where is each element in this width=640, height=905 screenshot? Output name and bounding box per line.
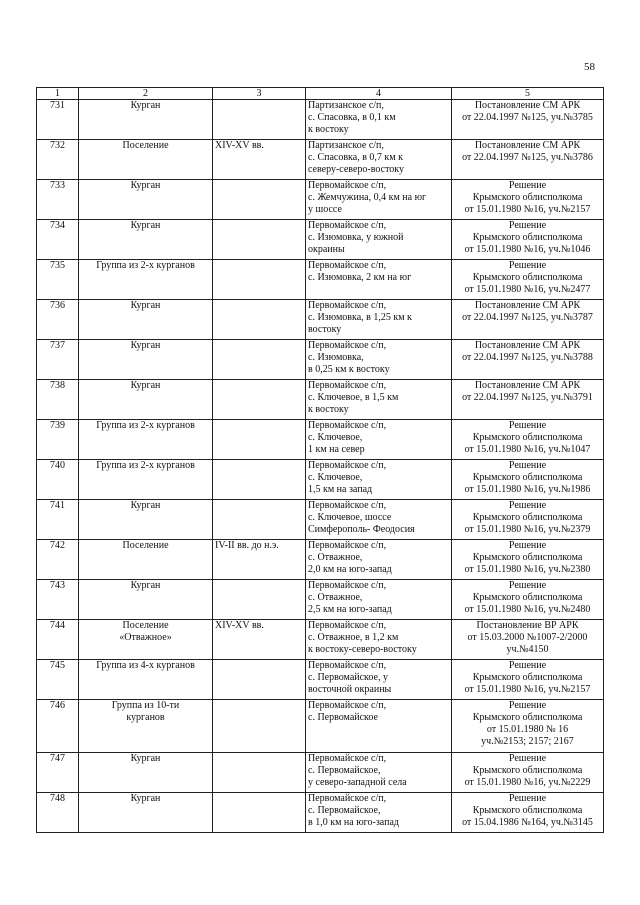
row-number: 731 — [37, 100, 79, 140]
protection-document-line: Решение — [508, 540, 547, 551]
object-location-line: к востоку — [308, 404, 349, 415]
protection-document-line: Крымского облисполкома — [472, 232, 583, 243]
object-name-line: Курган — [130, 753, 161, 764]
object-name — [79, 260, 213, 300]
object-name — [79, 660, 213, 700]
table-row — [37, 580, 604, 620]
protection-document-line: Решение — [508, 420, 547, 431]
row-number: 735 — [37, 260, 79, 300]
object-location — [306, 620, 452, 660]
object-dating — [213, 420, 306, 460]
protection-document-line: от 15.01.1980 №16, уч.№2380 — [464, 564, 591, 575]
table-row — [37, 793, 604, 833]
protection-document-line: от 15.01.1980 №16, уч.№2229 — [464, 777, 591, 788]
object-location-line: с. Изюмовка, у южной — [308, 232, 404, 243]
object-location — [306, 140, 452, 180]
object-location — [306, 420, 452, 460]
table-row — [37, 420, 604, 460]
protection-document-line: Крымского облисполкома — [472, 472, 583, 483]
protection-document-line: Крымского облисполкома — [472, 272, 583, 283]
object-name-line: «Отважное» — [119, 632, 172, 643]
object-location-line: 1 км на север — [308, 444, 365, 455]
protection-document-line: уч.№4150 — [506, 644, 549, 655]
object-location — [306, 700, 452, 753]
object-name — [79, 420, 213, 460]
object-name — [79, 620, 213, 660]
protection-document-line: Решение — [508, 460, 547, 471]
object-location — [306, 100, 452, 140]
row-number: 734 — [37, 220, 79, 260]
object-name-line: Поселение — [122, 140, 169, 151]
protection-document-line: Крымского облисполкома — [472, 765, 583, 776]
object-name — [79, 100, 213, 140]
object-location-line: с. Первомайское, у — [308, 672, 388, 683]
row-number: 743 — [37, 580, 79, 620]
protection-document — [452, 660, 604, 700]
protection-document — [452, 420, 604, 460]
object-name — [79, 380, 213, 420]
protection-document-line: Постановление СМ АРК — [474, 340, 581, 351]
protection-document-line: Решение — [508, 700, 547, 711]
object-name-line: Курган — [130, 793, 161, 804]
object-location — [306, 793, 452, 833]
object-location — [306, 660, 452, 700]
protection-document-line: Постановление СМ АРК — [474, 100, 581, 111]
object-name-line: Группа из 2-х курганов — [96, 260, 195, 271]
object-location-line: Первомайское с/п, — [308, 460, 387, 471]
protection-document-line: от 15.01.1980 №16, уч.№2480 — [464, 604, 591, 615]
object-dating — [213, 260, 306, 300]
table-row — [37, 340, 604, 380]
protection-document — [452, 460, 604, 500]
protection-document-line: Крымского облисполкома — [472, 712, 583, 723]
table-row — [37, 180, 604, 220]
table-row — [37, 380, 604, 420]
row-number: 744 — [37, 620, 79, 660]
protection-document-line: от 22.04.1997 №125, уч.№3788 — [462, 352, 593, 363]
row-number: 742 — [37, 540, 79, 580]
protection-document-line: от 22.04.1997 №125, уч.№3791 — [462, 392, 593, 403]
object-location-line: Первомайское с/п, — [308, 580, 387, 591]
table-row — [37, 260, 604, 300]
table-row — [37, 700, 604, 753]
object-location-line: с. Отважное, — [308, 592, 363, 603]
protection-document-line: Решение — [508, 753, 547, 764]
table-row — [37, 100, 604, 140]
object-location-line: с. Отважное, — [308, 552, 363, 563]
protection-document — [452, 500, 604, 540]
protection-document-line: от 22.04.1997 №125, уч.№3786 — [462, 152, 593, 163]
object-location-line: у северо-западной села — [308, 777, 407, 788]
object-location-line: Партизанское с/п, — [308, 140, 384, 151]
object-location-line: с. Первомайское — [308, 712, 378, 723]
object-location-line: Первомайское с/п, — [308, 660, 387, 671]
object-name-line: Курган — [130, 500, 161, 511]
table-row — [37, 660, 604, 700]
protection-document-line: от 15.01.1980 №16, уч.№1047 — [464, 444, 591, 455]
monuments-table — [36, 87, 604, 833]
protection-document-line: Решение — [508, 180, 547, 191]
protection-document-line: от 15.04.1986 №164, уч.№3145 — [462, 817, 593, 828]
table-row — [37, 140, 604, 180]
row-number: 732 — [37, 140, 79, 180]
object-location-line: с. Спасовка, в 0,1 км — [308, 112, 396, 123]
protection-document — [452, 753, 604, 793]
object-dating — [213, 380, 306, 420]
object-location-line: Первомайское с/п, — [308, 753, 387, 764]
protection-document-line: Крымского облисполкома — [472, 672, 583, 683]
protection-document — [452, 700, 604, 753]
table-header-row — [37, 88, 604, 100]
protection-document — [452, 340, 604, 380]
row-number: 747 — [37, 753, 79, 793]
object-location — [306, 380, 452, 420]
object-location-line: востоку — [308, 324, 342, 335]
object-dating — [213, 700, 306, 753]
object-name — [79, 140, 213, 180]
protection-document-line: от 22.04.1997 №125, уч.№3787 — [462, 312, 593, 323]
protection-document — [452, 220, 604, 260]
object-name-line: Курган — [130, 100, 161, 111]
object-location-line: Первомайское с/п, — [308, 420, 387, 431]
protection-document — [452, 580, 604, 620]
object-name — [79, 793, 213, 833]
protection-document-line: от 15.01.1980 № 16 — [486, 724, 569, 735]
row-number: 746 — [37, 700, 79, 753]
object-location — [306, 340, 452, 380]
object-location-line: Симферополь- Феодосия — [308, 524, 415, 535]
protection-document — [452, 260, 604, 300]
row-number: 737 — [37, 340, 79, 380]
object-name-line: Курган — [130, 380, 161, 391]
row-number: 738 — [37, 380, 79, 420]
column-header: 2 — [79, 88, 213, 100]
object-location-line: Первомайское с/п, — [308, 260, 387, 271]
column-header: 4 — [306, 88, 452, 100]
object-dating — [213, 580, 306, 620]
protection-document-line: Постановление СМ АРК — [474, 140, 581, 151]
object-name-line: Поселение — [122, 540, 169, 551]
table-row — [37, 620, 604, 660]
object-location-line: Первомайское с/п, — [308, 380, 387, 391]
table-row — [37, 753, 604, 793]
row-number: 739 — [37, 420, 79, 460]
object-name — [79, 500, 213, 540]
object-location-line: с. Изюмовка, 2 км на юг — [308, 272, 412, 283]
object-location-line: с. Ключевое, в 1,5 км — [308, 392, 399, 403]
protection-document-line: Решение — [508, 793, 547, 804]
object-location — [306, 540, 452, 580]
object-location-line: в 1,0 км на юго-запад — [308, 817, 399, 828]
object-dating: XIV-XV вв. — [213, 140, 306, 180]
object-name-line: Курган — [130, 180, 161, 191]
object-location — [306, 460, 452, 500]
protection-document-line: от 15.01.1980 №16, уч.№2379 — [464, 524, 591, 535]
row-number: 741 — [37, 500, 79, 540]
row-number: 736 — [37, 300, 79, 340]
object-dating — [213, 500, 306, 540]
protection-document-line: Постановление СМ АРК — [474, 380, 581, 391]
object-location — [306, 300, 452, 340]
object-name-line: Группа из 4-х курганов — [96, 660, 195, 671]
object-location-line: окраины — [308, 244, 345, 255]
row-number: 740 — [37, 460, 79, 500]
object-location-line: Партизанское с/п, — [308, 100, 384, 111]
object-name-line: курганов — [126, 712, 165, 723]
protection-document-line: Крымского облисполкома — [472, 512, 583, 523]
object-name — [79, 340, 213, 380]
object-location-line: 2,0 км на юго-запад — [308, 564, 392, 575]
protection-document-line: от 15.01.1980 №16, уч.№2157 — [464, 684, 591, 695]
protection-document-line: Крымского облисполкома — [472, 592, 583, 603]
protection-document-line: Крымского облисполкома — [472, 552, 583, 563]
object-location-line: с. Первомайское, — [308, 765, 381, 776]
object-location-line: Первомайское с/п, — [308, 700, 387, 711]
table-row — [37, 540, 604, 580]
object-location-line: 2,5 км на юго-запад — [308, 604, 392, 615]
protection-document — [452, 793, 604, 833]
object-location-line: к востоку — [308, 124, 349, 135]
protection-document-line: Постановление СМ АРК — [474, 300, 581, 311]
protection-document-line: Крымского облисполкома — [472, 432, 583, 443]
object-location-line: с. Спасовка, в 0,7 км к — [308, 152, 403, 163]
table-row — [37, 460, 604, 500]
protection-document — [452, 180, 604, 220]
object-name — [79, 540, 213, 580]
object-dating — [213, 300, 306, 340]
object-location — [306, 260, 452, 300]
row-number: 733 — [37, 180, 79, 220]
object-location-line: Первомайское с/п, — [308, 540, 387, 551]
protection-document-line: Крымского облисполкома — [472, 805, 583, 816]
object-location — [306, 500, 452, 540]
object-location-line: у шоссе — [308, 204, 342, 215]
object-name-line: Курган — [130, 220, 161, 231]
object-location-line: Первомайское с/п, — [308, 500, 387, 511]
object-name-line: Группа из 2-х курганов — [96, 460, 195, 471]
column-header: 5 — [452, 88, 604, 100]
object-name-line: Курган — [130, 340, 161, 351]
object-dating: IV-II вв. до н.э. — [213, 540, 306, 580]
object-location-line: с. Жемчужина, 0,4 км на юг — [308, 192, 427, 203]
object-location-line: 1,5 км на запад — [308, 484, 373, 495]
row-number: 745 — [37, 660, 79, 700]
object-name — [79, 220, 213, 260]
object-location — [306, 753, 452, 793]
object-location-line: с. Ключевое, — [308, 472, 363, 483]
object-location-line: Первомайское с/п, — [308, 220, 387, 231]
protection-document — [452, 140, 604, 180]
protection-document — [452, 100, 604, 140]
object-name — [79, 300, 213, 340]
object-location-line: с. Ключевое, — [308, 432, 363, 443]
protection-document-line: от 15.01.1980 №16, уч.№1046 — [464, 244, 591, 255]
object-location-line: с. Первомайское, — [308, 805, 381, 816]
protection-document — [452, 540, 604, 580]
page-number: 58 — [584, 61, 595, 73]
table-row — [37, 220, 604, 260]
protection-document-line: от 15.01.1980 №16, уч.№2477 — [464, 284, 591, 295]
row-number: 748 — [37, 793, 79, 833]
object-name-line: Курган — [130, 580, 161, 591]
object-location-line: Первомайское с/п, — [308, 793, 387, 804]
object-location-line: с. Изюмовка, в 1,25 км к — [308, 312, 412, 323]
object-name — [79, 180, 213, 220]
object-dating — [213, 660, 306, 700]
object-location — [306, 180, 452, 220]
object-location-line: Первомайское с/п, — [308, 620, 387, 631]
protection-document-line: Решение — [508, 660, 547, 671]
object-name-line: Курган — [130, 300, 161, 311]
protection-document-line: от 22.04.1997 №125, уч.№3785 — [462, 112, 593, 123]
object-dating — [213, 460, 306, 500]
object-location-line: Первомайское с/п, — [308, 300, 387, 311]
protection-document-line: Крымского облисполкома — [472, 192, 583, 203]
protection-document — [452, 620, 604, 660]
protection-document — [452, 300, 604, 340]
object-location-line: с. Ключевое, шоссе — [308, 512, 392, 523]
object-dating — [213, 180, 306, 220]
protection-document-line: Решение — [508, 220, 547, 231]
object-dating — [213, 793, 306, 833]
object-location-line: Первомайское с/п, — [308, 340, 387, 351]
protection-document-line: от 15.03.2000 №1007-2/2000 — [467, 632, 588, 643]
protection-document — [452, 380, 604, 420]
protection-document-line: Решение — [508, 500, 547, 511]
object-name — [79, 700, 213, 753]
protection-document-line: Решение — [508, 580, 547, 591]
object-location — [306, 580, 452, 620]
table-row — [37, 500, 604, 540]
object-dating: XIV-XV вв. — [213, 620, 306, 660]
protection-document-line: уч.№2153; 2157; 2167 — [481, 736, 574, 747]
table-row — [37, 300, 604, 340]
protection-document-line: Решение — [508, 260, 547, 271]
object-dating — [213, 220, 306, 260]
object-location — [306, 220, 452, 260]
object-location-line: северу-северо-востоку — [308, 164, 405, 175]
object-name-line: Группа из 2-х курганов — [96, 420, 195, 431]
object-location-line: с. Изюмовка, — [308, 352, 364, 363]
object-location-line: восточной окраины — [308, 684, 392, 695]
object-dating — [213, 340, 306, 380]
object-location-line: Первомайское с/п, — [308, 180, 387, 191]
column-header: 3 — [213, 88, 306, 100]
object-location-line: к востоку-северо-востоку — [308, 644, 417, 655]
protection-document-line: от 15.01.1980 №16, уч.№2157 — [464, 204, 591, 215]
object-name — [79, 460, 213, 500]
object-dating — [213, 100, 306, 140]
column-header: 1 — [37, 88, 79, 100]
object-name-line: Группа из 10-ти — [111, 700, 180, 711]
protection-document-line: от 15.01.1980 №16, уч.№1986 — [464, 484, 591, 495]
object-dating — [213, 753, 306, 793]
protection-document-line: Постановление ВР АРК — [476, 620, 579, 631]
object-location-line: с. Отважное, в 1,2 км — [308, 632, 399, 643]
object-name — [79, 580, 213, 620]
object-name — [79, 753, 213, 793]
object-location-line: в 0,25 км к востоку — [308, 364, 390, 375]
object-name-line: Поселение — [122, 620, 169, 631]
